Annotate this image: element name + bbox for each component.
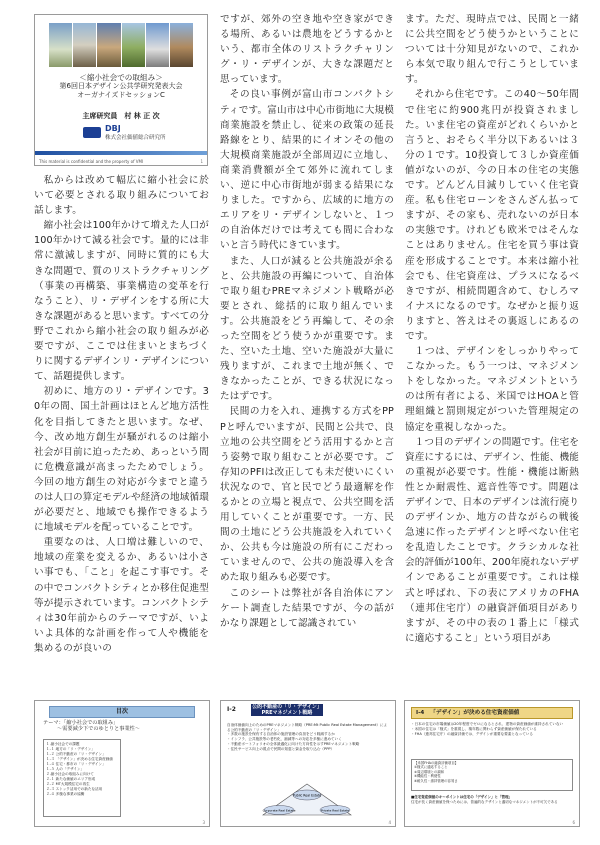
dbj-logo-icon (83, 127, 101, 138)
slide-heading-text: 「デザイン」が決める住宅資産価値 (430, 710, 520, 716)
slide-theme-subtitle: 〜需要減少下でのゆとりと事業性〜 (57, 726, 141, 733)
paragraph: 重要なのは、人口増は難しいので、地域の産業を変えるか、あるいは小さい事でも、「こと」を起こす事です。その中でコンパクトシティとか移住促進型等が提示されています。コンパクトシティは30年前からのテーマですが、いよいよ具体的な計画を作って人や機能を集めるのが良いの (34, 537, 209, 654)
real-estate-diagram (261, 783, 353, 817)
paragraph: また、人口が減ると公共施設が余ると、公共施設の再編について、自治体で取り組むPREマネジメント戦略が必要とされ、総括的に取り組んでいます。公共施設をどう再編して、その余った空間をどう使うかが重要です。また、空いた土地、空いた施設が大量に残りますが、これまで土地が無く、できなかったことが、できる状況になったはずです。 (220, 255, 394, 403)
contents-item: １-３ 「デザイン」が決める住宅資産価値 (46, 757, 113, 761)
slide-line: ・インフラ、公共施設等の老朽化、縮減等への対応を多様に進めていく (227, 737, 342, 742)
logo-subtext: 株式会社価値総合研究所 (105, 135, 166, 141)
cover-title-sub1: 第6回日本デザイン公共学研究発表大会 (59, 82, 183, 90)
slide-line: ・不動産ポートフォリオの全体最適化に向けた方向性を示すPREマネジメント戦略 (227, 741, 360, 746)
paragraph: その良い事例が富山市コンパクトシティです。富山市は中心市街地に大規模商業施設を禁止し、従来の政策の延長路線をとり、結果的にイオンその他の大規模商業施設が全部周辺に立地し、商業消費額が全て郊外に流れてしまい、逆に中心市街地が弱まる結果になりました。ですから、広域的に地方のエリアをリ・デザインしないと、１つの自治体だけでは考えても間に合わないと言う時代にきています。 (220, 89, 394, 252)
contents-item: １-１ 地方の「リ・デザイン」 (46, 747, 95, 751)
cover-title-main: ＜縮小社会での取組み＞ (79, 73, 163, 82)
text-column-2 (220, 12, 394, 631)
cover-slide (34, 14, 208, 166)
diagram-label: Public Real Estate (292, 793, 322, 798)
paragraph: このシートは弊社が各自治体にアンケート調査した結果ですが、今の話がかなり課題として認識されてい (220, 587, 394, 629)
slide-footer-heading: ■住宅資産価値のキーポイントは住宅の「デザイン」と「管理」 (411, 795, 513, 799)
cover-footer-bar (35, 151, 207, 155)
diagram-label: Private Real Estate (320, 808, 350, 813)
box-line: ③機能性・利便性 (414, 774, 441, 779)
slide-subheading: PREマネジメント戦略 (261, 710, 313, 716)
paragraph: 初めに、地方のリ・デザインです。30年の間、国土計画はほとんど地方活性化を目指してきたと思います。なぜ、今、改め地方創生が騒がれるのは縮小社会が目前に迫ったため、あっという間に危機意識が高まったためでしょう。今回の地方創生の対応が今までと違うのは人口の算定モデルや経済の地域循環が必要だと、地域でも操作できるように地域モデルを配っていることです。 (34, 386, 209, 534)
contents-item: ２-４ 多様な事業の協働 (46, 792, 85, 796)
box-title: 【米国FHAの融資評価項目】 (414, 761, 459, 765)
contents-list (43, 739, 121, 817)
cover-photo (97, 23, 120, 67)
paragraph: 縮小社会は100年かけて増えた人口が100年かけて減る社会です。量的には非常に激減しますが、同時に質的にも大きな問題で、質のリストラクチャリング（事業の再構築、事業構造の変革を行なうこと）、リ・デザインをする所に大きな課題があると思います。すべての分野でこれから縮小社会の取り組みが必要ですが、ここでは住まいとまちづくりに関するデザインリ・デザインについて、話題提供します。 (34, 220, 209, 383)
fha-criteria-box (411, 759, 573, 791)
cover-photo-strip (49, 23, 193, 67)
pre-strategy-slide (220, 700, 396, 827)
slide-line: ・日本の住宅の市場価値は20年程度でゼロになるとされ、建物の資産価値が維持されていない (411, 722, 564, 726)
slide-heading: 公的不動産の「リ・デザイン」 (252, 704, 322, 710)
contents-item: ２-３ ストック活用での新たな活用 (46, 787, 103, 791)
cover-title (35, 73, 207, 100)
cover-photo (49, 23, 72, 67)
slide-footer-text: 住宅が長く資産価値を保つためには、普遍的なデザインと適切なマネジメントが不可欠である (411, 799, 558, 804)
text-column-3 (405, 12, 579, 646)
cover-author: 主席研究員 村 林 正 次 (82, 112, 160, 120)
contents-item: ２-２ MT大規模住宅の再生 (46, 782, 90, 786)
slide-line: ・多数の施設を保有する自治体の施設管理の負担をどう軽減するか (227, 732, 335, 737)
box-line: ④耐久性・維持管理の容易さ (414, 778, 458, 783)
paragraph: 私からは改めて幅広に縮小社会に於いて必要とされる取り組みについてお話します。 (34, 175, 209, 217)
text-column-1 (34, 173, 209, 656)
cover-footer-text: This material is confidential and the property of VMI (39, 159, 144, 164)
cover-photo (122, 23, 145, 67)
slide-body (227, 723, 389, 751)
contents-slide (34, 700, 210, 827)
slide-heading (411, 707, 573, 719)
paragraph: １つ目のデザインの問題です。住宅を資産にするには、デザイン、性能、機能の重視が必要です。性能・機能は断熱性とか耐震性、遮音性等です。問題はデザインで、日本のデザインは流行廃りのデザインか、地方の昔ながらの戦後急速に作ったデザインと呼べない住宅を乱造したことです。クラシカルな社会的評価が100年、200年廃れないデザインであることが重要です。これは様式と呼ばれ、下の表にアメリカのFHA（連邦住宅庁）の融資評価項目がありますが、その中の表の１番上に「様式に適応すること」という項目があ (405, 436, 579, 644)
contents-item: １-２ 公的不動産の「リ・デザイン」 (46, 752, 106, 756)
slide-line: ・米国の住宅は「様式」を重視し、築年数に関わらず資産価値が保たれている (411, 726, 537, 731)
slide-theme (43, 720, 140, 733)
cover-logo (83, 124, 166, 141)
slide-page-number: 1 (200, 159, 203, 164)
paragraph: 民間の力を入れ、連携する方式をPPPと呼んでいますが、民間と公共で、良立地の公共空間をどう活用するかと言う姿勢で取り組むことが必要です。ご存知のPFIは改正しても未だ使いにくい状況なので、官と民でどう最適解を作るかとの立場と視点で、公共空間を活用していくことが重要です。一方、民間の土地にどう公共施設を入れていくか、公共も今は施設の所有にこだわっていませんので、公共の施設導入を含めた取り組みも必要です。 (220, 406, 394, 584)
logo-text: DBJ (105, 124, 121, 133)
box-line: ②周辺環境との調和 (414, 769, 445, 774)
box-line: ①様式に適応すること (414, 765, 448, 770)
diagram-label: Corporate Real Estate (262, 808, 296, 813)
slide-body (411, 722, 573, 736)
slide-heading: 目次 (49, 706, 195, 718)
slide-line: 自治体価値向上のためのPREマネジメント戦略（PRE:Mt Public Real Estate Management）による公的不動産の「リ・デザイン」 (227, 723, 388, 732)
cover-photo (170, 23, 193, 67)
housing-value-slide (404, 700, 580, 827)
paragraph: それから住宅です。この40～50年間で住宅に約900兆円が投資されました。いま住宅の資産がどれくらいかと言うと、おそらく半分以下あるいは３分の１です。10投資して３しか資産価値がないのが、今の日本の住宅の実態です。どんどん目減りしていく住宅資産。私も住宅ローンをさんざん払ってますが、その家も、売れないのが日本の実態です。けれども欧米ではそんなことはありません。住宅を買う事は資産を形成することです。本来は縮小社会でも、住宅資産は、プラスになるべきですが、相続問題含めて、むしろマイナスになるのです。なぜかと振り返りますと、答えはその裏返しにあるのです。 (405, 89, 579, 342)
contents-item: ２.縮小社会の取組みに向けて (46, 772, 94, 776)
paragraph: ます。ただ、現時点では、民間と一緒に公共空間をどう使うかということについては十分知見がないので、これから本気で取り組んで行こうとしています。 (405, 14, 579, 86)
slide-line: ・住民サービス向上の視点で民間の知恵と資金を取り込む（PPP） (227, 746, 335, 751)
slide-heading-band (251, 704, 323, 716)
cover-title-sub2: オーガナイズドセッションC (77, 91, 165, 99)
slide-page-number: 4 (388, 820, 391, 825)
slide-page-number: 3 (202, 820, 205, 825)
slide-number: Ⅰ-4 (416, 710, 425, 716)
cover-photo (146, 23, 169, 67)
slide-page-number: 6 (572, 820, 575, 825)
slide-number: Ⅰ-2 (227, 706, 236, 713)
slide-line: ・FHA（連邦住宅庁）の融資評価では、デザインが重要な要素となっている (411, 731, 533, 736)
cover-photo (73, 23, 96, 67)
paragraph: １つは、デザインをしっかりやってこなかった。もう一つは、マネジメントをしなかった。マネジメントというのは所有者による、米国ではHOAと管理組織と罰則規定がついた管理規定の協定を重視しなかった。 (405, 346, 579, 433)
contents-item: １-４ 住宅・都市の「リ・デザイン」 (46, 762, 106, 766)
contents-item: １.縮小社会での課題 (46, 742, 80, 746)
contents-item: ２-１ 新たな価値のエリア形成 (46, 777, 96, 781)
slide-theme-title: テーマ：「縮小社会での取組み」 (43, 720, 119, 726)
slide-footer (411, 795, 573, 804)
contents-item: １-５ 人の「デザイン」 (46, 767, 85, 771)
paragraph: ですが、郊外の空き地や空き家ができる場所、あるいは農地をどうするかという、都市全体のリストラクチャリング・リ・デザインが、大きな課題だと思っています。 (220, 14, 394, 86)
